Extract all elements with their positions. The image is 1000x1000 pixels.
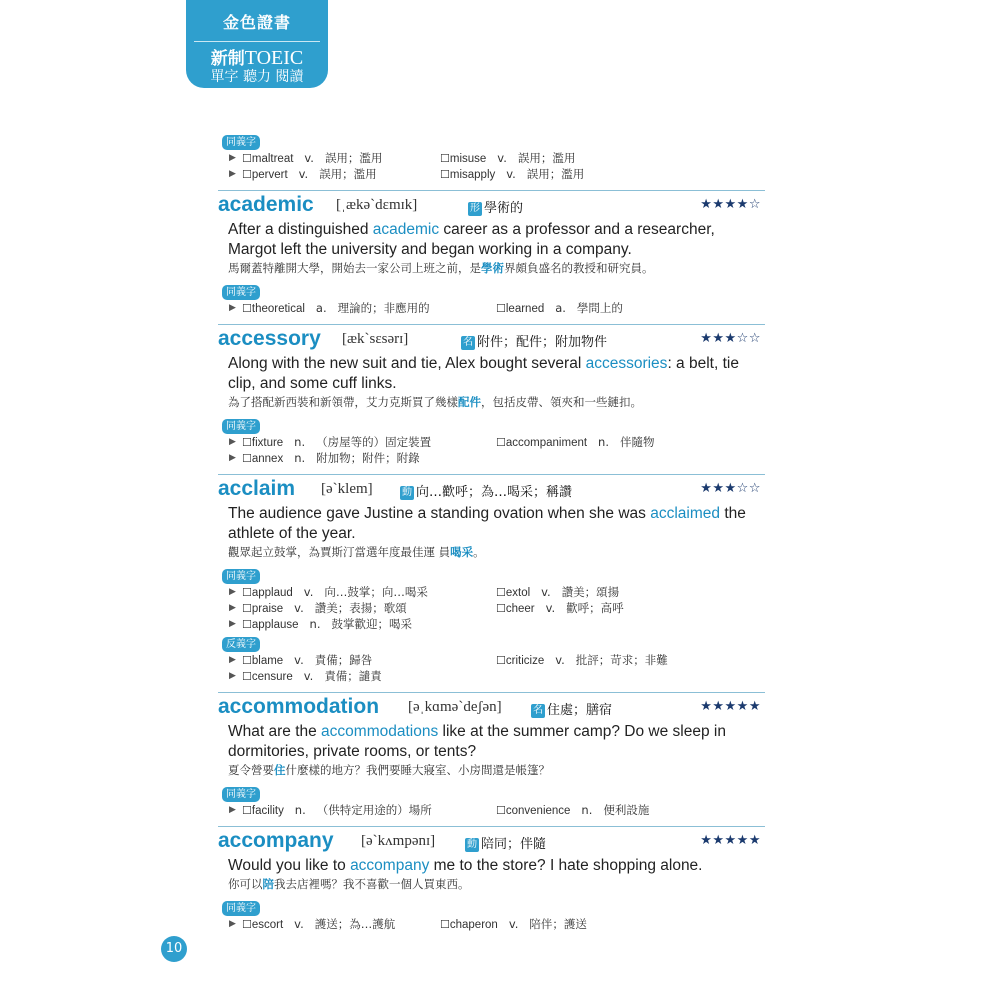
headword: accompany [218,829,334,852]
arrow-icon: ▶ [229,805,236,815]
word-definition: 學問上的 [576,301,623,315]
antonym-label: 反義字 [222,637,260,652]
pronunciation: [əˋkʌmpənɪ] [361,833,436,849]
word-cell [440,166,584,183]
frequency-stars: ★★★★★ [700,699,761,714]
example-sentence [228,220,765,260]
example-sentence [228,504,765,544]
pronunciation: [əˋklem] [321,481,373,497]
meaning-text: 向…歡呼；為…喝采；稱讚 [416,485,573,500]
arrow-icon: ▶ [229,603,236,613]
sentence-highlight: acclaimed [650,505,721,522]
word-text: pervert [251,169,288,181]
word-cell [496,300,623,317]
translation-part: ，包括皮帶、領夾和一些鏈扣。 [481,395,642,409]
word-row [218,916,765,932]
part-of-speech: v. [497,151,507,165]
top-synonym-block [218,130,765,182]
checkbox-icon: ☐ [242,918,252,931]
pronunciation: [əˌkɑməˋdeʃən] [408,699,502,715]
synonym-label: 同義字 [222,285,260,300]
pos-tag: 動 [467,839,477,850]
sentence-part: The audience gave Justine a standing ovation when she was [228,505,651,522]
word-text: praise [251,603,284,615]
checkbox-icon: ☐ [496,654,506,667]
translation [228,260,765,276]
checkbox-icon: ☐ [496,302,506,315]
word-definition: 歡呼；高呼 [566,601,624,615]
entry-header [218,191,765,220]
word-cell [242,916,395,933]
part-of-speech: n. [581,803,593,817]
translation-part: 。 [473,545,485,559]
word-text: misuse [449,153,487,165]
word-row [218,652,765,668]
word-definition: 誤用；濫用 [324,151,383,165]
sentence-part: like at the summer camp? Do we sleep in dormitories, private rooms, or tents? [228,723,726,760]
frequency-stars: ★★★☆☆ [700,331,761,346]
entry-header [218,325,765,354]
part-of-speech: v. [303,585,314,599]
pos-tag: 形 [470,203,480,214]
word-definition: 伴隨物 [619,435,655,449]
part-of-speech: n. [294,435,306,449]
checkbox-icon: ☐ [242,152,252,165]
word-cell [242,166,377,183]
title-divider [194,41,320,42]
arrow-icon: ▶ [229,919,236,929]
word-definition: 批評；苛求；非難 [575,653,668,667]
word-row [218,600,765,616]
part-of-speech: n. [294,803,306,817]
checkbox-icon: ☐ [242,586,252,599]
meaning-text: 住處；膳宿 [547,703,613,718]
part-of-speech: v. [545,601,556,615]
synonym-label: 同義字 [222,787,260,802]
arrow-icon: ▶ [229,671,236,681]
word-definition: 責備；譴責 [324,669,382,683]
word-definition: （房屋等的）固定裝置 [316,435,432,449]
word-cell [496,802,649,819]
synonym-label: 同義字 [222,901,260,916]
part-of-speech: n. [309,617,321,631]
book-title-brand: TOEIC [244,47,304,69]
checkbox-icon: ☐ [242,654,252,667]
sentence-part: career as a professor and a researcher, Margot left the university and began working in a company. [228,221,715,258]
synonym-list [218,916,765,932]
sentence-part: the athlete of the year. [228,505,746,542]
word-row [218,802,765,818]
arrow-icon: ▶ [229,655,236,665]
word-definition: 讚美；頌揚 [561,585,620,599]
word-definition: 誤用；濫用 [517,151,576,165]
entry-list [218,190,765,932]
word-text: chaperon [449,919,498,931]
word-cell [242,150,382,167]
meaning-text: 陪同；伴隨 [481,837,547,852]
part-of-speech: v. [541,585,551,599]
headword: accommodation [218,695,380,718]
translation [228,544,765,560]
entry-academic [218,190,765,316]
word-text: blame [251,655,284,667]
checkbox-icon: ☐ [242,302,252,315]
example-sentence [228,354,765,394]
word-definition: 誤用；濫用 [526,167,585,181]
translation-highlight: 配件 [458,395,481,409]
meaning [400,481,572,500]
word-row [218,450,765,466]
series-title: 金色證書 [222,13,291,32]
word-cell [242,600,407,617]
part-of-speech: a. [555,301,566,315]
part-of-speech: v. [298,167,309,181]
page-number: 10 [161,936,187,962]
word-cell [440,916,587,933]
word-cell [242,584,428,601]
entry-accessory [218,324,765,466]
word-row [218,584,765,600]
word-text: theoretical [251,303,305,315]
word-definition: 理論的；非應用的 [337,301,430,315]
sentence-part: What are the [228,723,322,740]
entry-header [218,475,765,504]
checkbox-icon: ☐ [496,436,506,449]
word-definition: 讚美；表揚；歌頌 [314,601,407,615]
word-row [218,434,765,450]
example-sentence [228,722,765,762]
checkbox-icon: ☐ [496,586,506,599]
word-text: maltreat [251,153,294,165]
frequency-stars: ★★★★★ [700,833,761,848]
word-text: accompaniment [505,437,588,449]
word-text: escort [251,919,284,931]
word-text: applaud [251,587,293,599]
word-definition: 鼓掌歡迎；喝采 [331,617,412,631]
book-title-tab [186,0,328,88]
word-text: criticize [505,655,545,667]
sentence-part: Along with the new suit and tie, Alex bought several [228,355,586,372]
pronunciation: [ˌækəˋdɛmɪk] [336,197,418,213]
frequency-stars: ★★★☆☆ [700,481,761,496]
arrow-icon: ▶ [229,153,236,163]
part-of-speech: v. [555,653,565,667]
word-row [218,150,765,166]
part-of-speech: v. [304,151,314,165]
word-cell [242,668,382,685]
word-row [218,616,765,632]
synonym-list [218,150,765,182]
word-row [218,300,765,316]
translation-highlight: 陪 [262,877,274,891]
word-definition: 向…鼓掌；向…喝采 [324,585,428,599]
part-of-speech: v. [508,917,519,931]
book-title-prefix: 新制 [210,49,245,69]
translation-highlight: 學術 [481,261,504,275]
example-sentence [228,856,765,876]
word-definition: 便利設施 [603,803,650,817]
arrow-icon: ▶ [229,437,236,447]
word-text: cheer [505,603,535,615]
synonym-list [218,300,765,316]
word-cell [496,584,619,601]
sentence-highlight: accommodations [321,723,439,740]
word-definition: 責備；歸咎 [314,653,373,667]
vocabulary-page [218,130,765,932]
headword: accessory [218,327,321,350]
word-row [218,668,765,684]
synonym-label: 同義字 [222,135,260,150]
word-cell [242,434,431,451]
word-cell [496,600,624,617]
checkbox-icon: ☐ [242,804,252,817]
word-cell [496,652,668,669]
translation-part: 什麼樣的地方？我們要睡大寢室、小房間還是帳篷？ [285,763,550,777]
word-cell [440,150,575,167]
word-definition: （供特定用途的）場所 [316,803,432,817]
entry-header [218,827,765,856]
pos-tag: 動 [402,487,412,498]
arrow-icon: ▶ [229,453,236,463]
translation [228,762,765,778]
part-of-speech: n. [598,435,609,449]
translation-part: 夏令營要 [228,763,274,777]
arrow-icon: ▶ [229,169,236,179]
book-subtitle: 單字 聽力 閱讀 [210,69,304,85]
sentence-part: me to the store? I hate shopping alone. [429,857,703,874]
part-of-speech: v. [506,167,516,181]
checkbox-icon: ☐ [242,602,252,615]
arrow-icon: ▶ [229,619,236,629]
arrow-icon: ▶ [229,303,236,313]
sentence-part: Would you like to [228,857,351,874]
word-cell [496,434,654,451]
entry-accompany [218,826,765,932]
arrow-icon: ▶ [229,587,236,597]
checkbox-icon: ☐ [496,804,506,817]
word-definition: 附加物；附件；附錄 [316,451,420,465]
translation-highlight: 喝采 [450,545,474,559]
word-text: facility [251,805,284,817]
word-definition: 陪伴；護送 [529,917,587,931]
checkbox-icon: ☐ [496,602,506,615]
sentence-highlight: academic [372,221,440,238]
entry-acclaim [218,474,765,684]
word-cell [242,652,372,669]
checkbox-icon: ☐ [440,152,450,165]
meaning [461,331,607,350]
meaning [531,699,612,718]
entry-accommodation [218,692,765,818]
pronunciation: [ækˋsɛsərɪ] [342,331,409,347]
entry-header [218,693,765,722]
checkbox-icon: ☐ [242,452,252,465]
word-row [218,166,765,182]
checkbox-icon: ☐ [440,168,450,181]
checkbox-icon: ☐ [242,670,252,683]
word-cell [242,300,430,317]
sentence-highlight: accessories [585,355,668,372]
translation [228,876,765,892]
word-text: convenience [505,805,571,817]
meaning [465,833,546,852]
translation-part: 為了搭配新西裝和新領帶，艾力克斯買了幾樣 [228,395,458,409]
synonym-list [218,584,765,632]
word-text: fixture [251,437,284,449]
word-definition: 誤用；濫用 [319,167,377,181]
pos-tag: 名 [463,337,473,348]
meaning [468,197,523,216]
antonym-list [218,652,765,684]
word-definition: 護送；為…護航 [314,917,396,931]
translation-part: 觀眾起立鼓掌，為賈斯汀當選年度最佳運 員 [228,545,451,559]
word-text: annex [251,453,284,465]
pos-tag: 名 [533,705,543,716]
part-of-speech: v. [303,669,314,683]
word-cell [242,616,412,633]
part-of-speech: v. [294,601,304,615]
translation [228,394,765,410]
translation-part: 馬爾蓋特離開大學，開始去一家公司上班之前，是 [228,261,481,275]
meaning-text: 學術的 [484,201,524,216]
checkbox-icon: ☐ [242,168,252,181]
translation-part: 我去店裡嗎？我不喜歡一個人買東西。 [274,877,470,891]
sentence-part: : a belt, tie clip, and some cuff links. [228,355,739,392]
word-cell [242,450,420,467]
word-text: misapply [449,169,496,181]
headword: academic [218,193,314,216]
checkbox-icon: ☐ [242,436,252,449]
translation-part: 你可以 [228,877,263,891]
synonym-label: 同義字 [222,569,260,584]
synonym-label: 同義字 [222,419,260,434]
word-text: learned [505,303,545,315]
synonym-list [218,434,765,466]
headword: acclaim [218,477,296,500]
meaning-text: 附件；配件；附加物件 [477,335,608,350]
word-text: censure [251,671,293,683]
sentence-highlight: accompany [350,857,430,874]
checkbox-icon: ☐ [440,918,450,931]
frequency-stars: ★★★★☆ [700,197,761,212]
word-text: applause [251,619,299,631]
part-of-speech: n. [294,451,306,465]
checkbox-icon: ☐ [242,618,252,631]
translation-part: 界頗負盛名的教授和研究員。 [504,261,654,275]
word-text: extol [505,587,531,599]
word-cell [242,802,432,819]
part-of-speech: v. [294,653,304,667]
synonym-list [218,802,765,818]
part-of-speech: a. [315,301,327,315]
sentence-part: After a distinguished [228,221,373,238]
translation-highlight: 住 [274,763,286,777]
part-of-speech: v. [294,917,304,931]
